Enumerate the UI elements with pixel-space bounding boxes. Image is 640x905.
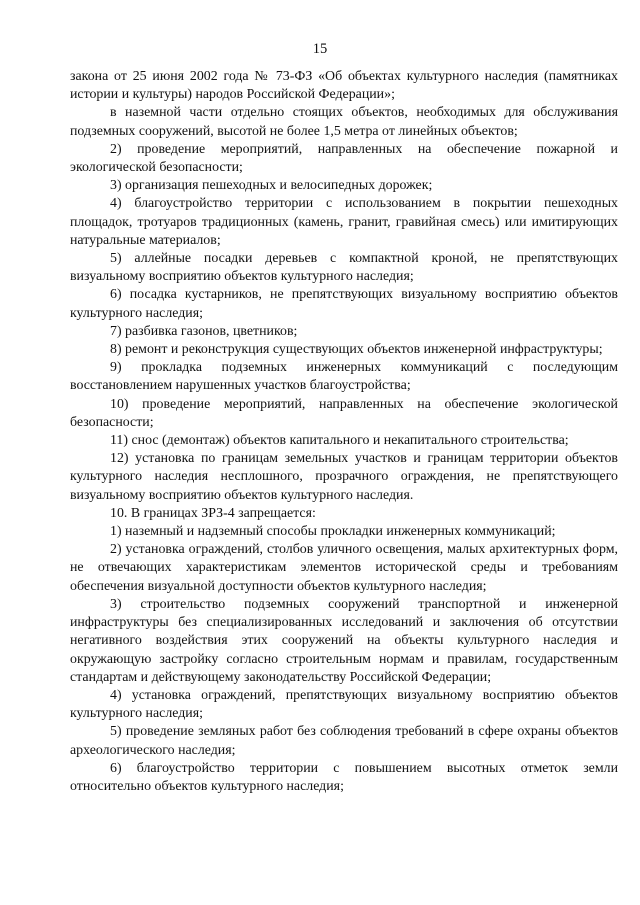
paragraph: 3) организация пешеходных и велосипедных дорожек; — [110, 178, 433, 194]
page-number: 15 — [312, 41, 328, 57]
paragraph-continuation: закона от 25 июня 2002 года № 73-ФЗ «Об объектах культурного наследия (памятниках истории и культуры) народов Российской Федерации»; — [70, 69, 618, 103]
section-heading: 10. В границах ЗРЗ-4 запрещается: — [110, 505, 316, 521]
paragraph: 6) благоустройство территории с повышением высотных отметок земли относительно объектов культурного наследия; — [70, 760, 618, 794]
paragraph: 11) снос (демонтаж) объектов капитального и некапитального строительства; — [110, 433, 569, 449]
paragraph: 7) разбивка газонов, цветников; — [110, 323, 298, 339]
paragraph: 2) проведение мероприятий, направленных на обеспечение пожарной и экологической безопасности; — [70, 141, 618, 176]
paragraph: 4) благоустройство территории с использованием в покрытии пешеходных площадок, тротуаров традиционных (камень, гранит, гравийная смесь) или имитирующих натуральные материалов; — [70, 196, 618, 248]
document-body — [70, 68, 618, 796]
paragraph: 3) строительство подземных сооружений транспортной и инженерной инфраструктуры без специализированных исследований и заключения об отсутствии негативного воздействия этих сооружений на объекты культурного наследия и окружающую застройку согласно строительным нормам и правилам, государственным стандартам и действующему законодательству Российской Федерации; — [70, 596, 618, 685]
paragraph: 6) посадка кустарников, не препятствующих визуальному восприятию объектов культурного наследия; — [70, 287, 618, 321]
paragraph: 8) ремонт и реконструкция существующих объектов инженерной инфраструктуры; — [110, 342, 603, 358]
paragraph: 2) установка ограждений, столбов уличного освещения, малых архитектурных форм, не отвечающих характеристикам элементов исторической среды и требованиям обеспечения визуальной доступности объектов культурного наследия; — [70, 542, 618, 594]
paragraph: 1) наземный и надземный способы прокладки инженерных коммуникаций; — [110, 524, 556, 540]
paragraph: в наземной части отдельно стоящих объектов, необходимых для обслуживания подземных сооружений, высотой не более 1,5 метра от линейных объектов; — [70, 105, 618, 139]
paragraph: 4) установка ограждений, препятствующих визуальному восприятию объектов культурного наследия; — [70, 687, 618, 722]
paragraph: 5) аллейные посадки деревьев с компактной кроной, не препятствующих визуальному восприятию объектов культурного наследия; — [70, 251, 618, 285]
paragraph: 9) прокладка подземных инженерных коммуникаций с последующим восстановлением нарушенных участков благоустройства; — [70, 360, 618, 394]
paragraph: 5) проведение земляных работ без соблюдения требований в сфере охраны объектов археологического наследия; — [70, 724, 618, 758]
paragraph: 12) установка по границам земельных участков и границам территории объектов культурного наследия несплошного, прозрачного ограждения, не препятствующего визуальному восприятию объектов культурного наследия. — [70, 451, 618, 503]
paragraph: 10) проведение мероприятий, направленных на обеспечение экологической безопасности; — [70, 396, 618, 430]
